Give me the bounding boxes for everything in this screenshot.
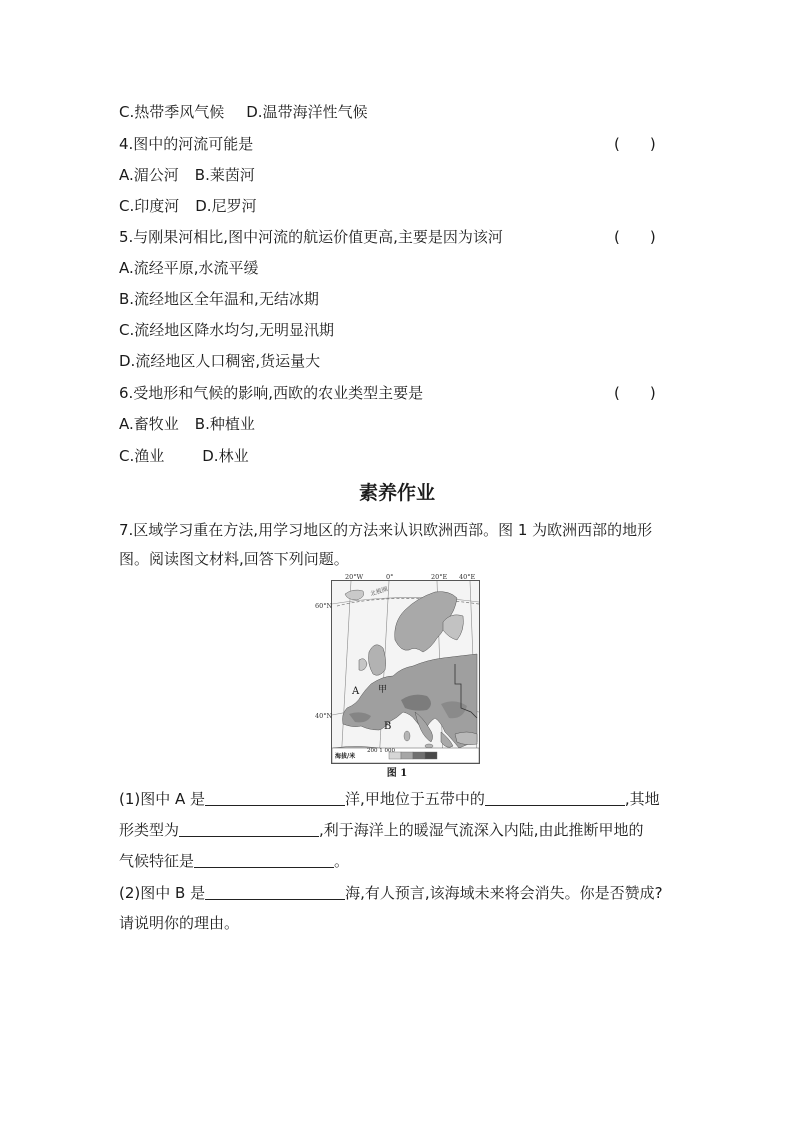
answer-blank-terrain[interactable]	[179, 820, 319, 837]
europe-terrain-map	[315, 572, 480, 764]
q7-sub1-text-g: 。	[334, 852, 350, 870]
q7-stem-line1: 7.区域学习重在方法,用学习地区的方法来认识欧洲西部。图 1 为欧洲西部的地形	[119, 521, 653, 539]
q6-option-b: B.种植业	[194, 415, 255, 433]
q5-stem: 5.与刚果河相比,图中河流的航运价值更高,主要是因为该河	[119, 228, 503, 246]
lat-label-60n: 60°N	[315, 602, 333, 610]
q4-stem: 4.图中的河流可能是	[119, 135, 254, 153]
q6-option-d: D.林业	[202, 447, 249, 465]
q7-sub2-text-b: 海,有人预言,该海域未来将会消失。你是否赞成?	[345, 884, 663, 902]
q4-options-ab	[119, 165, 255, 185]
q6-option-a: A.畜牧业	[119, 415, 179, 433]
q5-option-a: A.流经平原,水流平缓	[119, 259, 259, 277]
q7-sub1-line1	[119, 789, 660, 809]
q7-sub2-line2: 请说明你的理由。	[119, 914, 240, 932]
q4-option-a: A.湄公河	[119, 166, 179, 184]
q4-option-d: D.尼罗河	[195, 197, 257, 215]
q6-options-cd	[119, 446, 249, 466]
q5-answer-paren: ( )	[614, 228, 656, 246]
q7-sub1-line3	[119, 851, 349, 871]
q7-sub1-text-e: ,利于海洋上的暖湿气流深入内陆,由此推断甲地的	[319, 821, 644, 839]
lon-label-20e: 20°E	[431, 573, 448, 581]
q7-sub1-text-a: (1)图中 A 是	[119, 790, 206, 808]
q7-sub1-text-f: 气候特征是	[119, 852, 195, 870]
q5-option-c: C.流经地区降水均匀,无明显汛期	[119, 321, 335, 339]
q7-stem-line2: 图。阅读图文材料,回答下列问题。	[119, 550, 349, 568]
arctic-circle-label: 北极圈	[369, 585, 389, 598]
map-label-jia: 甲	[378, 685, 388, 695]
answer-blank-sea[interactable]	[205, 883, 345, 900]
q4-option-b: B.莱茵河	[194, 166, 255, 184]
lon-label-0: 0°	[386, 573, 394, 581]
q3-options-cd	[119, 102, 368, 122]
lon-label-40e: 40°E	[459, 573, 476, 581]
q4-option-c: C.印度河	[119, 197, 180, 215]
map-label-b: B	[384, 721, 392, 732]
q4-options-cd	[119, 196, 257, 216]
q7-sub1-text-c: ,其地	[624, 790, 660, 808]
q7-sub1-line2	[119, 820, 644, 840]
legend-values: 200 1 000	[367, 748, 395, 754]
q3-option-d: D.温带海洋性气候	[246, 103, 368, 121]
q5-option-d: D.流经地区人口稠密,货运量大	[119, 352, 321, 370]
q6-options-ab	[119, 414, 255, 434]
answer-blank-ocean[interactable]	[205, 789, 345, 806]
figure-caption: 图 1	[386, 768, 408, 779]
q7-sub1-text-b: 洋,甲地位于五带中的	[345, 790, 485, 808]
q7-sub1-text-d: 形类型为	[119, 821, 180, 839]
q7-sub2-line1	[119, 883, 663, 903]
q6-option-c: C.渔业	[119, 447, 165, 465]
q6-answer-paren: ( )	[614, 384, 656, 402]
answer-blank-zone[interactable]	[485, 789, 625, 806]
answer-blank-climate[interactable]	[194, 851, 334, 868]
q6-stem: 6.受地形和气候的影响,西欧的农业类型主要是	[119, 384, 424, 402]
legend-title: 海拔/米	[335, 753, 356, 760]
q7-sub2-text-a: (2)图中 B 是	[119, 884, 206, 902]
q4-answer-paren: ( )	[614, 135, 656, 153]
lon-label-20w: 20°W	[345, 573, 364, 581]
q5-option-b: B.流经地区全年温和,无结冰期	[119, 290, 319, 308]
section-title: 素养作业	[358, 482, 435, 504]
q3-option-c: C.热带季风气候	[119, 103, 225, 121]
lat-label-40n: 40°N	[315, 712, 333, 720]
map-label-a: A	[352, 686, 360, 697]
